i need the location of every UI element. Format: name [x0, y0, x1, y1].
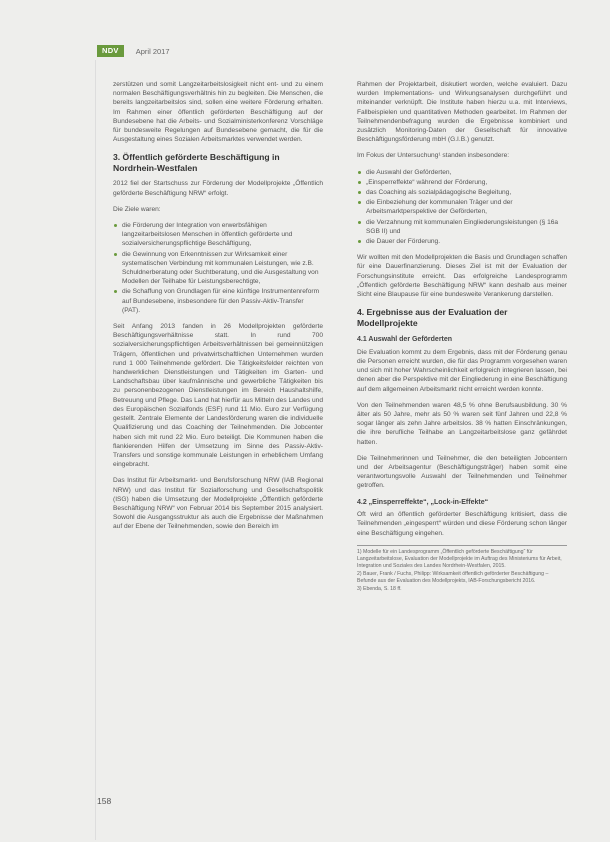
list-item: die Schaffung von Grundlagen für eine künftige Instrumentenreform auf Bundesebene, insbesondere für den Passiv-Aktiv-Transfer (PAT). [122, 287, 323, 315]
subsection-heading-4-2: 4.2 „Einsperreffekte“, „Lock-in-Effekte“ [357, 498, 489, 506]
margin-line [95, 60, 96, 840]
left-column [113, 80, 323, 539]
paragraph: Seit Anfang 2013 fanden in 26 Modellprojekten geförderte Beschäftigungsverhältnisse statt. In rund 700 sozialversicherungspflichtigen Arbeitsverhältnissen bei gemeinnützigen Trägern, öffentlichen und privatwirtschaftlichen Unternehmen wurden rund 1 000 Teilnehmende gefördert. Die Tätigkeitsfelder reichten von handwerklichen Dienstleistungen und Tätigkeiten im Garten- und Landschaftsbau über kaufmännische und gewerbliche Tätigkeiten bis zu personenbezogenen Dienstleistungen im Bereich Haushaltshilfe, Betreuung und Pflege. Das Land hat hierfür aus Mitteln des Landes und des Europäischen Sozialfonds (ESF) rund 11 Mio. Euro zur Verfügung gestellt. Zentrale Elemente der Landesförderung waren die individuelle Qualifizierung und das Coaching der Teilnehmenden. Die Jobcenter haben sich mit rund 22 Mio. Euro beteiligt. Die Kommunen haben die flankierenden Hilfen der Umsetzung im Sinne des Passiv-Aktiv-Transfers und sonstige kommunale Leistungen in erheblichem Umfang eingebracht. [113, 323, 323, 469]
list-item: die Auswahl der Geförderten, [366, 168, 567, 177]
page-number: 158 [97, 796, 112, 806]
paragraph: Von den Teilnehmenden waren 48,5 % ohne Berufsausbildung. 30 % älter als 50 Jahre, mehr als 50 % waren seit fünf Jahren und 22,8 % sogar länger als zehn Jahre arbeitslos. 38 % hatten Einschränkungen, die ihre berufliche Teilhabe an Langzeitarbeitslose ganz gefährdet hatten. [357, 401, 567, 446]
list-item: die Verzahnung mit kommunalen Eingliederungsleistungen (§ 16a SGB II) und [366, 218, 567, 236]
list-item: die Gewinnung von Erkenntnissen zur Wirksamkeit einer systematischen Verbindung mit kommunalen Leistungen, wie z.B. Schuldnerberatung oder Suchtberatung, und die Ausgestaltung von Modellen der Teilhabe für Leistungsberechtigte, [122, 250, 323, 287]
section-heading-3: 3. Öffentlich geförderte Beschäftigung in Nordrhein-Westfalen [113, 152, 280, 174]
issue-date: April 2017 [135, 46, 170, 56]
journal-badge: NDV [97, 45, 124, 57]
paragraph: Wir wollten mit den Modellprojekten die Basis und Grundlagen schaffen für eine Dauerfinanzierung. Dieses Ziel ist mit der Evaluation der Forschungsinstitute erreicht. Das erfolgreiche Landesprogramm „Öffentlich geförderte Beschäftigung NRW“ kann deshalb aus meiner Sicht eine Blaupause für eine bundesweite Verankerung darstellen. [357, 254, 567, 299]
paragraph: Die Evaluation kommt zu dem Ergebnis, dass mit der Förderung genau die Personen erreicht wurden, die für das Programm vorgesehen waren und sich mit hoher Wahrscheinlichkeit erfolgreich integrieren lassen, bei denen aber die Perspektive mit der Eingliederung in eine Beschäftigung auf dem allgemeinen Arbeitsmarkt nicht erreicht werden konnte. [357, 348, 567, 393]
paragraph: Die Teilnehmerinnen und Teilnehmer, die den beteiligten Jobcentern und der Arbeitsagentur (Beschäftigungsträger) haben somit eine verantwortungsvolle Auswahl der Teilnehmenden und Teilnehmer getroffen. [357, 454, 567, 490]
page-header [97, 45, 170, 57]
list-item: die Förderung der Integration von erwerbsfähigen langzeitarbeitslosen Menschen in öffentlich geförderte und sozialversicherungspflichtige Beschäftigung, [122, 221, 323, 249]
paragraph: 2012 fiel der Startschuss zur Förderung der Modellprojekte „Öffentlich geförderte Beschäftigung NRW“ erfolgt. [113, 180, 323, 197]
right-column [357, 80, 567, 594]
paragraph: Die Ziele waren: [113, 205, 161, 213]
subsection-heading-4-1: 4.1 Auswahl der Geförderten [357, 336, 453, 344]
list-item: die Dauer der Förderung. [366, 237, 567, 246]
paragraph: Rahmen der Projektarbeit, diskutiert worden, welche evaluiert. Dazu wurden Implementations- und Wirkungsanalysen durchgeführt und miteinander verknüpft. Die Institute haben hierzu u.a. mit Interviews, Fallbeispielen und quantitativen Methoden gearbeitet. Im Rahmen der Teilnehmendenbefragung wurden die Ergebnisse kombiniert und zusätzlich Monitoring-Daten der Gesellschaft für innovative Beschäftigungsförderung mbH (G.I.B.) genutzt. [357, 81, 567, 144]
footnotes [357, 545, 567, 593]
footnote: 2) Bauer, Frank / Fuchs, Philipp: Wirksamkeit öffentlich geförderter Beschäftigung – Befunde aus der Evaluation des Modellprojekts, IAB-Forschungsbericht 2016. [357, 570, 549, 584]
paragraph: Das Institut für Arbeitsmarkt- und Berufsforschung NRW (IAB Regional NRW) und das Institut für Sozialforschung und Gesellschaftspolitik (ISG) haben die Umsetzung der Modellprojekte „Öffentlich geförderte Beschäftigung NRW“ von Februar 2014 bis September 2015 analysiert. Sowohl die Ausgangsstruktur als auch die Ergebnisse der Maßnahmen auf der Ebene der Teilnehmenden, sowie den Bereich im [113, 477, 323, 531]
section-heading-4: 4. Ergebnisse aus der Evaluation der Modellprojekte [357, 307, 508, 329]
list-item: die Einbeziehung der kommunalen Träger und der Arbeitsmarktperspektive der Geförderten, [366, 198, 567, 216]
list-item: „Einsperreffekte“ während der Förderung, [366, 178, 567, 187]
paragraph: zerstützen und somit Langzeitarbeitslosigkeit nicht ent- und zu einem normalen Beschäftigungsverhältnis hin zu begleiten. Die Menschen, die bereits langzeitarbeitslos sind, sollen eine weitere Förderung erhalten. Im Rahmen einer öffentlich geförderten Beschäftigung auf der Bundesebene hat die Arbeits- und Sozialministerkonferenz Vorschläge für bundesweite Regelungen auf Bundesebene gemacht, die für die Ausgestaltung eines Sozialen Arbeitsmarktes verwendet werden. [113, 81, 323, 144]
footnote: 1) Modelle für ein Landesprogramm „Öffentlich geförderte Beschäftigung“ für Langzeitarbeitslose, Evaluation der Modellprojekte im Auftrag des Ministeriums für Arbeit, Integration und Soziales des Landes Nordrhein-Westfalen, 2015. [357, 548, 562, 569]
paragraph: Im Fokus der Untersuchung¹ standen insbesondere: [357, 152, 510, 160]
footnote: 3) Ebenda, S. 18 ff. [357, 585, 402, 592]
paragraph: Oft wird an öffentlich geförderter Beschäftigung kritisiert, dass die Teilnehmenden „eingesperrt“ würden und diese Förderung schon länger eine Beschäftigung eingehen. [357, 511, 567, 537]
focus-list [357, 168, 567, 247]
list-item: das Coaching als sozialpädagogische Begleitung, [366, 188, 567, 197]
goals-list [113, 221, 323, 315]
